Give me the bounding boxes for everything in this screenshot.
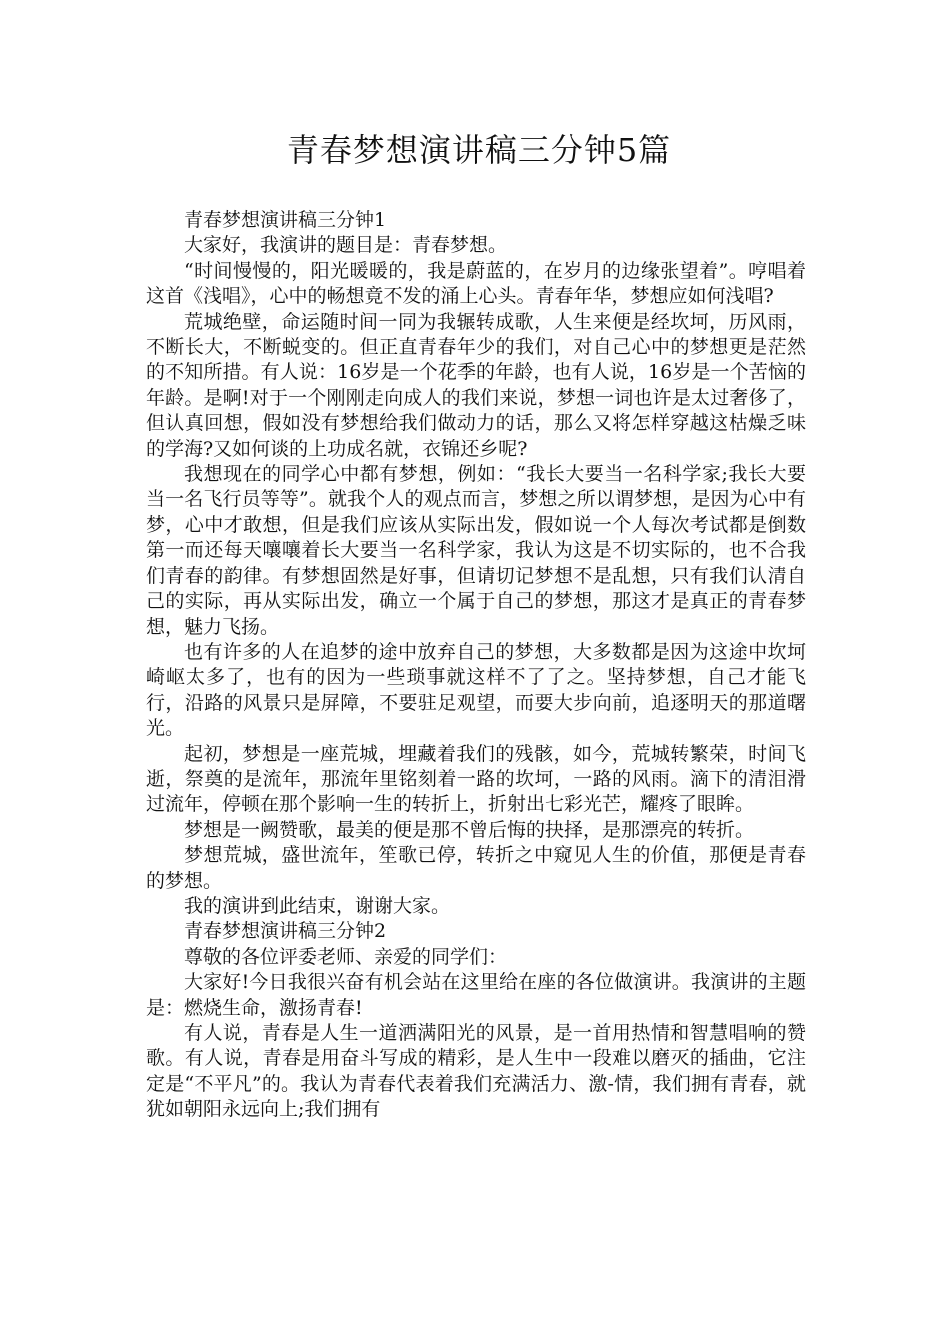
document-page bbox=[146, 128, 806, 1123]
document-title: 青春梦想演讲稿三分钟5篇 bbox=[286, 131, 672, 169]
paragraph: 大家好，我演讲的题目是：青春梦想。 bbox=[184, 234, 508, 257]
paragraph: 也有许多的人在追梦的途中放弃自己的梦想，大多数都是因为这途中坎坷崎岖太多了，也有的因为一些琐事就这样不了了之。坚持梦想，自己才能飞行，沿路的风景只是屏障，不要驻足观望，而要大步向前，追逐明天的那道曙光。 bbox=[146, 640, 806, 740]
paragraph: 有人说，青春是人生一道洒满阳光的风景，是一首用热情和智慧唱响的赞歌。有人说，青春是用奋斗写成的精彩，是人生中一段难以磨灭的插曲，它注定是“不平凡”的。我认为青春代表着我们充满活力、激-情，我们拥有青春，就犹如朝阳永远向上;我们拥有 bbox=[146, 1022, 806, 1121]
paragraph: 大家好!今日我很兴奋有机会站在这里给在座的各位做演讲。我演讲的主题是：燃烧生命，激扬青春! bbox=[146, 971, 806, 1019]
document-body bbox=[146, 208, 806, 1123]
speech-2-heading: 青春梦想演讲稿三分钟2 bbox=[184, 920, 387, 943]
paragraph: 起初，梦想是一座荒城，埋藏着我们的残骸，如今，荒城转繁荣，时间飞逝，祭奠的是流年，那流年里铭刻着一路的坎坷，一路的风雨。滴下的清泪滑过流年，停顿在那个影响一生的转折上，折射出七彩光芒，耀疼了眼眸。 bbox=[146, 742, 806, 816]
paragraph: 我的演讲到此结束，谢谢大家。 bbox=[184, 894, 451, 917]
paragraph: 我想现在的同学心中都有梦想，例如：“我长大要当一名科学家;我长大要当一名飞行员等等”。就我个人的观点而言，梦想之所以谓梦想，是因为心中有梦，心中才敢想，但是我们应该从实际出发，假如说一个人每次考试都是倒数第一而还每天嚷嚷着长大要当一名科学家，我认为这是不切实际的，也不合我们青春的韵律。有梦想固然是好事，但请切记梦想不是乱想，只有我们认清自己的实际，再从实际出发，确立一个属于自己的梦想，那这才是真正的青春梦想，魅力飞扬。 bbox=[146, 463, 806, 638]
salutation: 尊敬的各位评委老师、亲爱的同学们： bbox=[184, 945, 508, 968]
paragraph: 梦想荒城，盛世流年，笙歌已停，转折之中窥见人生的价值，那便是青春的梦想。 bbox=[146, 844, 806, 892]
paragraph: 梦想是一阙赞歌，最美的便是那不曾后悔的抉择，是那漂亮的转折。 bbox=[184, 818, 755, 841]
paragraph: “时间慢慢的，阳光暖暖的，我是蔚蓝的，在岁月的边缘张望着”。哼唱着这首《浅唱》，心中的畅想竟不发的涌上心头。青春年华，梦想应如何浅唱? bbox=[146, 259, 806, 308]
speech-1-heading: 青春梦想演讲稿三分钟1 bbox=[184, 209, 387, 231]
paragraph: 荒城绝壁，命运随时间一同为我辗转成歌，人生来便是经坎坷，历风雨，不断长大，不断蜕变的。但正直青春年少的我们，对自己心中的梦想更是茫然的不知所措。有人说：16岁是一个花季的年龄，也有人说，16岁是一个苦恼的年龄。是啊!对于一个刚刚走向成人的我们来说，梦想一词也许是太过奢侈了，但认真回想，假如没有梦想给我们做动力的话，那么又将怎样穿越这枯燥乏味的学海?又如何谈的上功成名就，衣锦还乡呢? bbox=[146, 310, 806, 460]
